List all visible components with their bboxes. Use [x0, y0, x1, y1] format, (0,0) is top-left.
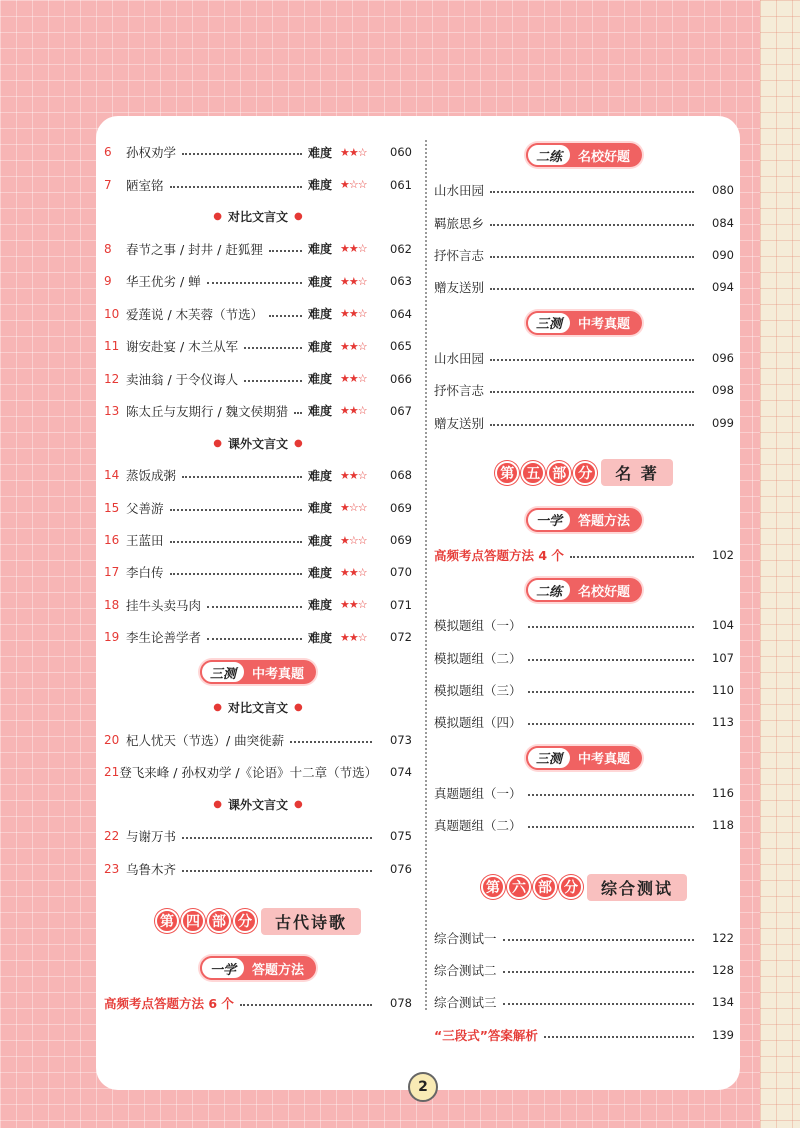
entry-page: 090 [712, 247, 734, 262]
leader-dots [490, 191, 694, 193]
leader-dots [294, 412, 302, 414]
right-group-b [434, 342, 734, 439]
entry-page: 080 [712, 183, 734, 198]
entry-page: 073 [390, 732, 412, 747]
entry-title: 华王优劣 / 蝉 [126, 274, 201, 290]
leader-dots [528, 659, 694, 661]
part-char-circle: 部 [207, 909, 231, 933]
toc-entry[interactable] [434, 609, 734, 641]
entry-title: 模拟题组（三） [434, 683, 522, 699]
toc-entry[interactable] [104, 330, 412, 362]
leader-dots [170, 186, 302, 188]
part-char-circle: 第 [495, 461, 519, 485]
entry-page: 116 [712, 785, 734, 800]
entry-page: 063 [390, 274, 412, 289]
entry-title: 模拟题组（二） [434, 650, 522, 666]
toc-entry[interactable] [434, 986, 734, 1018]
toc-entry[interactable] [104, 723, 412, 755]
part-chars [155, 909, 259, 933]
entry-page: 062 [390, 241, 412, 256]
part-char-circle: 第 [481, 875, 505, 899]
leader-dots [182, 837, 372, 839]
toc-entry[interactable] [434, 642, 734, 674]
leader-dots [528, 794, 694, 796]
entry-page: 066 [390, 371, 412, 386]
entry-number: 17 [104, 565, 120, 580]
leader-dots [490, 224, 694, 226]
leader-dots [170, 509, 302, 511]
entry-page: 060 [390, 145, 412, 160]
leader-dots [170, 541, 302, 543]
toc-entry[interactable] [434, 954, 734, 986]
left-group-e [104, 820, 412, 885]
leader-dots [182, 476, 302, 478]
left-group-b [104, 233, 412, 427]
column-divider [425, 140, 427, 1010]
entry-title: 山水田园 [434, 350, 485, 366]
part-char-circle: 五 [521, 461, 545, 485]
leader-dots [182, 153, 302, 155]
difficulty-label: 难度 [307, 404, 332, 419]
subhead-kewai: ● 课外文言文 ● [213, 436, 303, 451]
entry-number: 7 [104, 177, 112, 192]
entry-title: 山水田园 [434, 183, 485, 199]
part-chars [495, 461, 599, 485]
entry-title: 真题题组（一） [434, 785, 522, 801]
page-number: 2 [408, 1072, 438, 1102]
entry-title: 赠友送别 [434, 415, 485, 431]
badge-yixue-2: 一学 答题方法 [434, 501, 734, 539]
leader-dots [244, 347, 302, 349]
difficulty-label: 难度 [307, 565, 332, 580]
difficulty-stars: ★★☆ [340, 630, 367, 644]
entry-page: 069 [390, 500, 412, 515]
entry-title: 李白传 [126, 565, 164, 581]
entry-title: 李生论善学者 [126, 630, 202, 646]
toc-entry[interactable] [434, 206, 734, 238]
toc-entry-method-2[interactable]: 高频考点答题方法 4 个 102 [434, 547, 734, 563]
toc-entry[interactable] [104, 853, 412, 885]
entry-page: 099 [712, 415, 734, 430]
entry-title: 羁旅思乡 [434, 215, 485, 231]
difficulty-label: 难度 [307, 339, 332, 354]
toc-entry[interactable] [104, 168, 412, 200]
toc-entry[interactable] [434, 406, 734, 438]
entry-title: 与谢万书 [126, 829, 177, 845]
entry-page: 065 [390, 339, 412, 354]
leader-dots [490, 391, 694, 393]
part-chars [481, 875, 585, 899]
entry-number: 22 [104, 829, 120, 844]
entry-number: 21 [104, 765, 120, 780]
entry-number: 9 [104, 274, 112, 289]
entry-number: 10 [104, 306, 120, 321]
entry-page: 107 [712, 650, 734, 665]
entry-title: 陋室铭 [126, 177, 164, 193]
toc-entry[interactable] [104, 265, 412, 297]
leader-dots [528, 691, 694, 693]
left-group-c [104, 459, 412, 653]
entry-title: 春节之事 / 封井 / 赶狐狸 [126, 241, 263, 257]
part-char-circle: 六 [507, 875, 531, 899]
entry-page: 084 [712, 215, 734, 230]
entry-page: 069 [390, 533, 412, 548]
entry-page: 071 [390, 597, 412, 612]
part-char-circle: 分 [573, 461, 597, 485]
toc-entry-method[interactable]: 高频考点答题方法 6 个 078 [104, 996, 412, 1012]
difficulty-label: 难度 [307, 178, 332, 193]
entry-title: 谢安赴宴 / 木兰从军 [126, 339, 239, 355]
difficulty-stars: ★★☆ [340, 468, 367, 482]
part-char-circle: 部 [533, 875, 557, 899]
toc-entry-answers[interactable]: “三段式”答案解析 139 [434, 1027, 734, 1043]
toc-entry[interactable] [434, 777, 734, 809]
part-char-circle: 分 [233, 909, 257, 933]
entry-title: 乌鲁木齐 [126, 861, 177, 877]
toc-entry[interactable] [434, 706, 734, 738]
leader-dots [207, 638, 302, 640]
leader-dots [490, 359, 694, 361]
difficulty-stars: ★☆☆ [340, 501, 367, 515]
leader-dots [490, 288, 694, 290]
toc-entry[interactable] [104, 233, 412, 265]
leader-dots [182, 870, 372, 872]
leader-dots [170, 573, 302, 575]
difficulty-label: 难度 [307, 242, 332, 257]
entry-number: 16 [104, 533, 120, 548]
entry-number: 20 [104, 732, 120, 747]
toc-entry[interactable] [434, 921, 734, 953]
part-five-banner: 第 五 部 分 名 著 [434, 445, 734, 501]
entry-title: 孙权劝学 [126, 145, 177, 161]
badge-sance-2: 三测 中考真题 [434, 304, 734, 342]
left-group-d [104, 723, 412, 788]
entry-number: 18 [104, 597, 120, 612]
leader-dots [269, 315, 302, 317]
entry-title: 模拟题组（一） [434, 618, 522, 634]
entry-number: 11 [104, 339, 120, 354]
entry-title: 陈太丘与友期行 / 魏文侯期猎 [126, 403, 289, 419]
entry-page: 075 [390, 829, 412, 844]
part-char-circle: 四 [181, 909, 205, 933]
difficulty-label: 难度 [307, 145, 332, 160]
entry-page: 076 [390, 861, 412, 876]
leader-dots [528, 626, 694, 628]
difficulty-label: 难度 [307, 307, 332, 322]
entry-title: 综合测试一 [434, 930, 497, 946]
right-group-c [434, 609, 734, 739]
entry-title: 真题题组（二） [434, 818, 522, 834]
difficulty-label: 难度 [307, 630, 332, 645]
entry-page: 072 [390, 630, 412, 645]
badge-sance-3: 三测 中考真题 [434, 739, 734, 777]
entry-title: 父善游 [126, 500, 164, 516]
leader-dots [490, 256, 694, 258]
difficulty-label: 难度 [307, 274, 332, 289]
right-column [434, 136, 734, 1051]
entry-number: 12 [104, 371, 120, 386]
entry-title: 抒怀言志 [434, 247, 485, 263]
difficulty-stars: ★★☆ [340, 307, 367, 321]
entry-title: 卖油翁 / 于令仪诲人 [126, 371, 239, 387]
toc-entry[interactable] [104, 556, 412, 588]
part-char-circle: 第 [155, 909, 179, 933]
part-six-banner: 第 六 部 分 综合测试 [434, 859, 734, 915]
entry-number: 23 [104, 861, 120, 876]
part-char-circle: 分 [559, 875, 583, 899]
entry-title: 挂牛头卖马肉 [126, 597, 202, 613]
entry-number: 19 [104, 630, 120, 645]
toc-entry[interactable] [434, 271, 734, 303]
entry-page: 068 [390, 468, 412, 483]
toc-entry[interactable] [434, 174, 734, 206]
entry-title: 杞人忧天（节选）/ 曲突徙薪 [126, 732, 285, 748]
leader-dots [290, 741, 372, 743]
difficulty-label: 难度 [307, 468, 332, 483]
entry-page: 110 [712, 683, 734, 698]
toc-entry[interactable] [104, 459, 412, 491]
toc-entry[interactable] [104, 298, 412, 330]
toc-entry[interactable] [104, 621, 412, 653]
badge-sance: 三测 中考真题 [104, 653, 412, 691]
leader-dots [528, 826, 694, 828]
entry-page: 134 [712, 995, 734, 1010]
part-char-circle: 部 [547, 461, 571, 485]
toc-entry[interactable] [104, 362, 412, 394]
entry-title: 抒怀言志 [434, 383, 485, 399]
entry-number: 6 [104, 145, 112, 160]
left-group-a [104, 136, 412, 201]
subhead-kewai-2: ● 课外文言文 ● [213, 797, 303, 812]
leader-dots [528, 723, 694, 725]
entry-title: 模拟题组（四） [434, 715, 522, 731]
toc-entry[interactable] [434, 239, 734, 271]
leader-dots [503, 971, 694, 973]
entry-title: 爱莲说 / 木芙蓉（节选） [126, 306, 264, 322]
difficulty-stars: ★☆☆ [340, 178, 367, 192]
part-four-banner: 第 四 部 分 古代诗歌 [104, 893, 412, 949]
difficulty-label: 难度 [307, 533, 332, 548]
right-group-e [434, 921, 734, 1018]
toc-entry[interactable] [434, 374, 734, 406]
right-group-d [434, 777, 734, 842]
entry-number: 14 [104, 468, 120, 483]
entry-page: 128 [712, 963, 734, 978]
subhead-duibi: ● 对比文言文 ● [213, 210, 303, 225]
difficulty-stars: ★★☆ [340, 274, 367, 288]
toc-entry[interactable] [434, 674, 734, 706]
entry-title: 赠友送别 [434, 280, 485, 296]
entry-page: 122 [712, 930, 734, 945]
entry-number: 13 [104, 403, 120, 418]
entry-title: 综合测试二 [434, 963, 497, 979]
entry-page: 104 [712, 618, 734, 633]
difficulty-stars: ★★☆ [340, 565, 367, 579]
entry-page: 067 [390, 403, 412, 418]
entry-page: 070 [390, 565, 412, 580]
leader-dots [207, 282, 302, 284]
right-grid-strip [760, 0, 800, 1128]
toc-entry[interactable] [104, 524, 412, 556]
entry-title: 蒸饭成粥 [126, 468, 177, 484]
toc-entry[interactable] [434, 342, 734, 374]
toc-entry[interactable] [434, 809, 734, 841]
leader-dots [503, 1003, 694, 1005]
badge-erlian: 二练 名校好题 [434, 136, 734, 174]
toc-entry[interactable] [104, 492, 412, 524]
entry-page: 096 [712, 350, 734, 365]
difficulty-label: 难度 [307, 501, 332, 516]
entry-number: 15 [104, 500, 120, 515]
entry-page: 074 [390, 765, 412, 780]
right-group-a [434, 174, 734, 304]
difficulty-stars: ★★☆ [340, 404, 367, 418]
entry-title: 王蓝田 [126, 533, 164, 549]
leader-dots [244, 380, 302, 382]
difficulty-label: 难度 [307, 598, 332, 613]
toc-entry[interactable] [104, 136, 412, 168]
difficulty-stars: ★★☆ [340, 339, 367, 353]
entry-number: 8 [104, 241, 112, 256]
entry-title: 登飞来峰 / 孙权劝学 /《论语》十二章（节选） [119, 765, 378, 781]
badge-yixue: 一学 答题方法 [104, 949, 412, 987]
leader-dots [207, 606, 302, 608]
entry-page: 061 [390, 177, 412, 192]
leader-dots [269, 250, 302, 252]
difficulty-stars: ★★☆ [340, 598, 367, 612]
difficulty-stars: ★★☆ [340, 145, 367, 159]
entry-title: 综合测试三 [434, 995, 497, 1011]
entry-page: 098 [712, 383, 734, 398]
entry-page: 113 [712, 715, 734, 730]
toc-entry[interactable] [104, 820, 412, 852]
difficulty-label: 难度 [307, 372, 332, 387]
toc-entry[interactable] [104, 395, 412, 427]
entry-page: 118 [712, 818, 734, 833]
entry-page: 094 [712, 280, 734, 295]
badge-erlian-2: 二练 名校好题 [434, 571, 734, 609]
leader-dots [490, 424, 694, 426]
leader-dots [503, 939, 694, 941]
difficulty-stars: ★★☆ [340, 242, 367, 256]
toc-entry[interactable] [104, 589, 412, 621]
toc-entry[interactable] [104, 756, 412, 788]
subhead-duibi-2: ● 对比文言文 ● [213, 700, 303, 715]
difficulty-stars: ★☆☆ [340, 533, 367, 547]
left-column [104, 136, 412, 1019]
difficulty-stars: ★★☆ [340, 372, 367, 386]
entry-page: 064 [390, 306, 412, 321]
